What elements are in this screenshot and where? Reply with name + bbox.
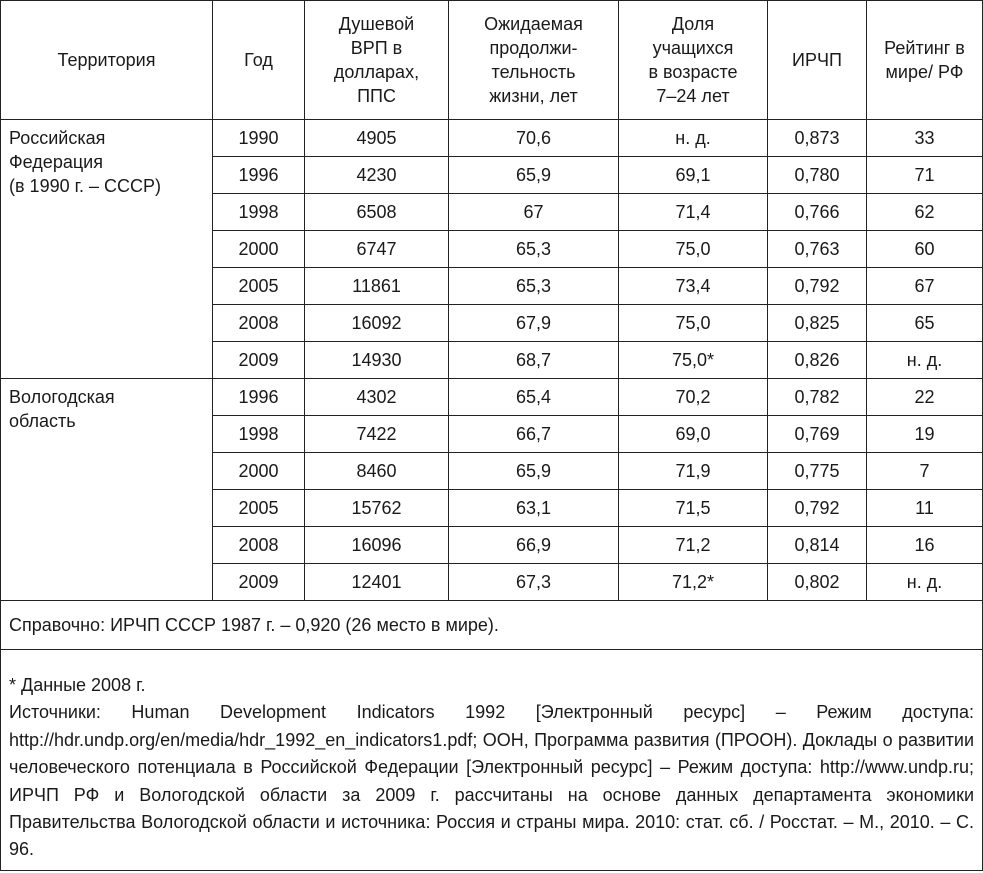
life-cell: 67,3 <box>449 564 619 601</box>
gdp-cell: 6747 <box>305 231 449 268</box>
hdi-cell: 0,763 <box>768 231 867 268</box>
rank-cell: н. д. <box>867 564 983 601</box>
students-cell: 73,4 <box>619 268 768 305</box>
header-life-line: продолжи- <box>489 38 578 58</box>
students-cell: 71,9 <box>619 453 768 490</box>
header-students-line: учащихся <box>652 38 734 58</box>
students-cell: 75,0 <box>619 305 768 342</box>
gdp-cell: 14930 <box>305 342 449 379</box>
reference-note: Справочно: ИРЧП СССР 1987 г. – 0,920 (26 место в мире). <box>1 601 983 650</box>
life-cell: 65,4 <box>449 379 619 416</box>
hdi-cell: 0,873 <box>768 120 867 157</box>
rank-cell: н. д. <box>867 342 983 379</box>
life-cell: 70,6 <box>449 120 619 157</box>
header-rank-line: мире/ РФ <box>885 62 964 82</box>
year-cell: 2008 <box>213 305 305 342</box>
students-cell: н. д. <box>619 120 768 157</box>
life-cell: 68,7 <box>449 342 619 379</box>
hdi-cell: 0,780 <box>768 157 867 194</box>
rank-cell: 65 <box>867 305 983 342</box>
year-cell: 1998 <box>213 194 305 231</box>
rank-cell: 19 <box>867 416 983 453</box>
header-life-line: жизни, лет <box>489 86 578 106</box>
hdi-cell: 0,769 <box>768 416 867 453</box>
header-life-line: тельность <box>491 62 576 82</box>
life-cell: 63,1 <box>449 490 619 527</box>
year-cell: 1996 <box>213 157 305 194</box>
rank-cell: 60 <box>867 231 983 268</box>
year-cell: 2008 <box>213 527 305 564</box>
table-row <box>1 379 983 416</box>
hdi-cell: 0,766 <box>768 194 867 231</box>
header-rank <box>867 1 983 120</box>
rank-cell: 71 <box>867 157 983 194</box>
gdp-cell: 16096 <box>305 527 449 564</box>
year-cell: 2009 <box>213 342 305 379</box>
hdi-cell: 0,792 <box>768 490 867 527</box>
header-hdi: ИРЧП <box>768 1 867 120</box>
header-gdp <box>305 1 449 120</box>
students-cell: 75,0* <box>619 342 768 379</box>
territory-cell: Вологодская область <box>1 379 213 601</box>
header-students-line: 7–24 лет <box>656 86 730 106</box>
header-life-expectancy <box>449 1 619 120</box>
life-cell: 66,7 <box>449 416 619 453</box>
header-territory: Территория <box>1 1 213 120</box>
year-cell: 1998 <box>213 416 305 453</box>
gdp-cell: 4230 <box>305 157 449 194</box>
gdp-cell: 8460 <box>305 453 449 490</box>
students-cell: 70,2 <box>619 379 768 416</box>
life-cell: 67,9 <box>449 305 619 342</box>
students-cell: 69,0 <box>619 416 768 453</box>
students-cell: 71,2 <box>619 527 768 564</box>
students-cell: 71,4 <box>619 194 768 231</box>
header-students-line: Доля <box>671 14 715 34</box>
gdp-cell: 7422 <box>305 416 449 453</box>
hdi-cell: 0,825 <box>768 305 867 342</box>
hdi-cell: 0,814 <box>768 527 867 564</box>
hdi-cell: 0,775 <box>768 453 867 490</box>
header-gdp-line: ВРП в <box>350 38 403 58</box>
hdi-cell: 0,782 <box>768 379 867 416</box>
territory-cell: Российская Федерация (в 1990 г. – СССР) <box>1 120 213 379</box>
gdp-cell: 6508 <box>305 194 449 231</box>
hdi-cell: 0,792 <box>768 268 867 305</box>
students-cell: 71,2* <box>619 564 768 601</box>
gdp-cell: 4905 <box>305 120 449 157</box>
rank-cell: 33 <box>867 120 983 157</box>
life-cell: 67 <box>449 194 619 231</box>
students-cell: 69,1 <box>619 157 768 194</box>
hdi-cell: 0,826 <box>768 342 867 379</box>
header-gdp-line: ППС <box>357 86 396 106</box>
year-cell: 2005 <box>213 490 305 527</box>
header-students-line: в возрасте <box>648 62 738 82</box>
gdp-cell: 12401 <box>305 564 449 601</box>
gdp-cell: 16092 <box>305 305 449 342</box>
header-row <box>1 1 983 120</box>
year-cell: 2000 <box>213 453 305 490</box>
hdi-cell: 0,802 <box>768 564 867 601</box>
life-cell: 66,9 <box>449 527 619 564</box>
year-cell: 2005 <box>213 268 305 305</box>
life-cell: 65,3 <box>449 268 619 305</box>
rank-cell: 11 <box>867 490 983 527</box>
sources-text: Источники: Human Development Indicators 1992 [Электронный ресурс] – Режим доступа: http://hdr.undp.org/en/media/hdr_1992_en_indicators1.pdf; ООН, Программа развития (ПРООН). Доклады о развитии человеческого потенциала в Российской Федерации [Электронный ресурс] – Режим доступа: http://www.undp.ru; ИРЧП РФ и Вологодской области за 2009 г. рассчитаны на основе данных департамента экономики Правительства Вологодской области и источника: Россия и страны мира. 2010: стат. сб. / Росстат. – М., 2010. – С. 96. <box>9 702 974 860</box>
header-year: Год <box>213 1 305 120</box>
rank-cell: 7 <box>867 453 983 490</box>
gdp-cell: 15762 <box>305 490 449 527</box>
year-cell: 2009 <box>213 564 305 601</box>
year-cell: 1996 <box>213 379 305 416</box>
reference-note-row <box>1 601 983 650</box>
rank-cell: 62 <box>867 194 983 231</box>
rank-cell: 16 <box>867 527 983 564</box>
header-life-line: Ожидаемая <box>484 14 583 34</box>
header-rank-line: Рейтинг в <box>884 38 965 58</box>
table-row <box>1 120 983 157</box>
life-cell: 65,3 <box>449 231 619 268</box>
year-cell: 2000 <box>213 231 305 268</box>
rank-cell: 22 <box>867 379 983 416</box>
footnote: * Данные 2008 г. <box>9 675 146 695</box>
header-students-share <box>619 1 768 120</box>
header-gdp-line: Душевой <box>338 14 415 34</box>
header-gdp-line: долларах, <box>333 62 420 82</box>
gdp-cell: 11861 <box>305 268 449 305</box>
rank-cell: 67 <box>867 268 983 305</box>
footnote-row <box>1 650 983 871</box>
year-cell: 1990 <box>213 120 305 157</box>
footnote-cell <box>1 650 983 871</box>
life-cell: 65,9 <box>449 453 619 490</box>
life-cell: 65,9 <box>449 157 619 194</box>
students-cell: 71,5 <box>619 490 768 527</box>
gdp-cell: 4302 <box>305 379 449 416</box>
students-cell: 75,0 <box>619 231 768 268</box>
